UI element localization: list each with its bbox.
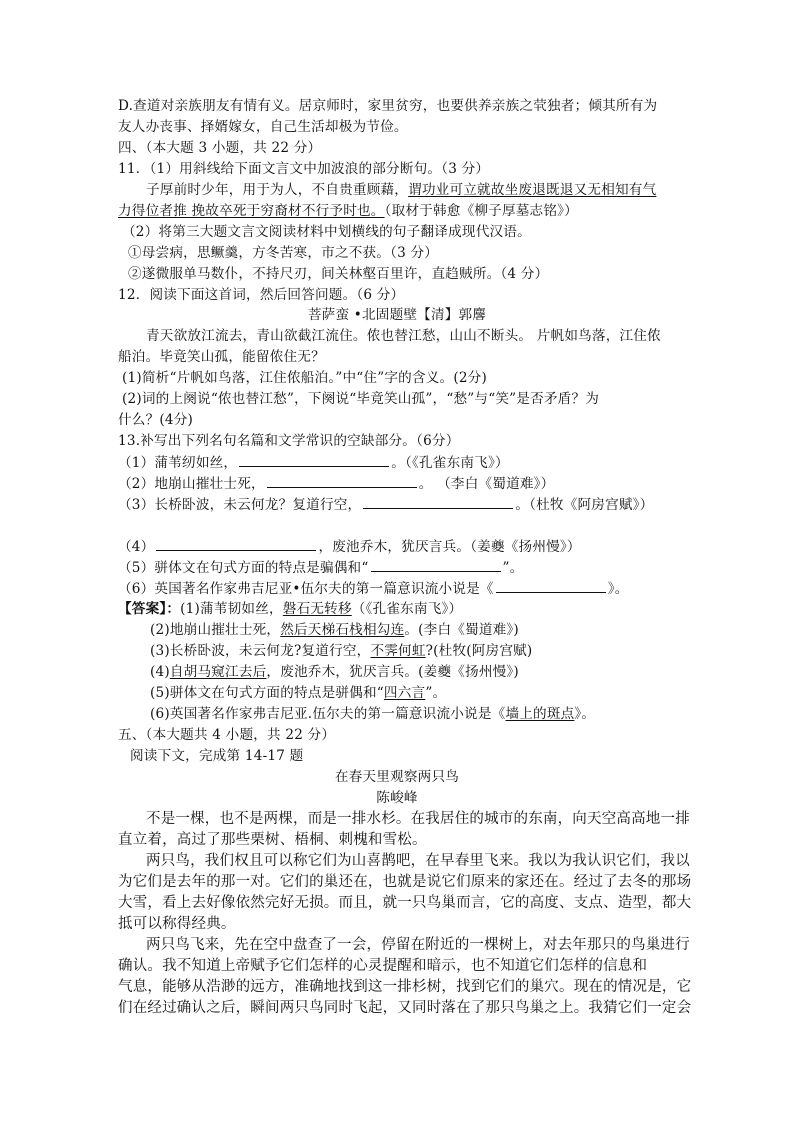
answer-line — [150, 704, 595, 724]
text-span: （《孔雀东南飞》） — [351, 601, 463, 617]
answer-text: 四六言 — [383, 685, 426, 701]
paragraph-line: 不是一棵，也不是两棵，而是一排水杉。在我居住的城市的东南，向天空高高地一排 — [146, 811, 690, 827]
paragraph-line: 确认。我不知道上帝赋予它们怎样的心灵提醒和暗示，也不知道它们怎样的信息和 — [118, 958, 648, 974]
paragraph-line: 气息，能够从浩渺的远方，准确地找到这一排杉树，找到它们的巢穴。现在的情况是，它 — [118, 979, 692, 995]
answer-text: 磐石无转移 — [282, 601, 352, 617]
source-note: （取材于韩愈《柳子厚墓志铭》） — [384, 203, 578, 219]
text-span: ，废池乔木，犹厌言兵。（姜夔《扬州慢》） — [318, 539, 581, 555]
question-11: 11．（1）用斜线给下面文言文中加波浪的部分断句。（3 分） — [118, 161, 490, 177]
text-span: (2)地崩山摧壮士死， — [150, 622, 281, 638]
answer-text: 然后天梯石栈相勾连 — [280, 622, 405, 638]
article-author: 陈峻峰 — [376, 790, 418, 806]
text-span: （4） — [118, 539, 155, 555]
paragraph-line: 为它们是去年的那一对。它们的巢还在，也就是说它们原来的家还在。经过了去冬的那场 — [118, 874, 692, 890]
text-span: ，废池乔木，犹厌言兵。(姜夔《扬州慢》) — [266, 664, 519, 680]
article-title: 在春天里观察两只鸟 — [334, 769, 460, 785]
paragraph-line: 抵可以称得经典。 — [118, 916, 236, 932]
text-span: 。(李白《蜀道难》) — [404, 622, 519, 638]
text-line: ②遂微服单马数仆，不持尺刃，间关林壑百里许，直趋贼所。（4 分） — [128, 266, 549, 282]
poem-title: 菩萨蛮 •北固题壁【清】郭麐 — [307, 307, 487, 323]
section-heading: 四、（本大题 3 小题，共 22 分） — [118, 140, 322, 156]
text-span: （2）地崩山摧壮士死， — [118, 476, 265, 492]
answer-text: 墙上的斑点 — [505, 706, 575, 722]
fill-blank-line — [118, 536, 581, 557]
fill-blank-line — [118, 557, 523, 578]
answer-blank — [496, 578, 606, 593]
fill-blank-line — [118, 494, 653, 515]
wavy-underlined-text: 谓功业可立就故坐废退既退又无相知有气 — [408, 182, 657, 198]
text-line: D.查道对亲族朋友有情有义。居京师时，家里贫穷，也要供养亲族之茕独者；倾其所有为 — [118, 98, 658, 114]
answer-line — [150, 641, 532, 661]
fill-blank-line — [118, 578, 629, 599]
text-span: 》。 — [607, 581, 629, 597]
text-span: 。（杜牧《阿房宫赋》） — [515, 497, 654, 513]
question-12: 12．阅读下面这首词，然后回答问题。（6 分） — [118, 287, 405, 303]
text-line: 什么？(4分) — [118, 412, 194, 428]
answer-blank — [267, 473, 417, 488]
text-span: （3）长桥卧波，未云何龙？复道行空， — [118, 497, 362, 513]
text-span: （6）英国著名作家弗吉尼亚•伍尔夫的第一篇意识流小说是《 — [118, 581, 494, 597]
text-span: (5)骈体文在句式方面的特点是骈偶和“ — [150, 685, 384, 701]
paragraph-line: 两只鸟飞来，先在空中盘查了一会，停留在附近的一棵树上，对去年那只的鸟巢进行 — [146, 937, 690, 953]
text-line — [146, 180, 656, 200]
text-span: (4) — [150, 664, 170, 680]
paragraph-line: 们在经过确认之后，瞬间两只鸟同时飞起，又同时落在了那只鸟巢之上。我猜它们一定会 — [118, 1000, 692, 1016]
text-span: （1）蒲苇纫如丝， — [118, 455, 238, 471]
answer-blank — [239, 452, 389, 467]
paragraph-line: 大雪，看上去好像依然完好无损。而且，就一只鸟巢而言，它的高度、支点、造型，都大 — [118, 895, 692, 911]
question-12-2: (2)词的上阕说“侬也替江愁”，下阕说“毕竟笑山孤”，“愁”与“笑”是否矛盾？为 — [122, 391, 600, 407]
answer-blank — [156, 536, 316, 551]
poem-line: 青天欲放江流去，青山欲截江流住。侬也替江愁，山山不断头。 片帆如鸟落，江住侬 — [146, 328, 661, 344]
answer-text: 不霁何虹 — [370, 643, 426, 659]
text-span: ”。 — [425, 685, 447, 701]
fill-blank-line — [118, 452, 509, 473]
question-12-1: (1)简析“片帆如鸟落，江住侬船泊。”中“住”字的含义。(2分) — [122, 370, 487, 386]
section-heading: 五、（本大题共 4 小题，共 22 分） — [118, 727, 336, 743]
text-span: (3)长桥卧波，未云何龙?复道行空， — [150, 643, 371, 659]
answer-label: 【答案】： — [118, 601, 181, 617]
text-span: (1)蒲苇韧如丝， — [180, 601, 283, 617]
text-span: 子厚前时少年，用于为人，不自贵重顾藉， — [146, 182, 409, 198]
answer-line — [150, 662, 519, 682]
question-13: 13.补写出下列名句名篇和文学常识的空缺部分。（6分） — [118, 433, 460, 449]
text-span: ?(杜牧(阿房宫赋) — [425, 643, 533, 659]
text-line: ①母尝病，思鳜羹，方冬苦寒，市之不获。（3 分） — [128, 245, 439, 261]
text-span: 。（《孔雀东南飞》） — [391, 455, 509, 471]
fill-blank-line — [118, 473, 554, 494]
instruction-text: 阅读下文，完成第 14-17 题 — [130, 748, 304, 764]
answer-line — [118, 599, 462, 619]
poem-line: 船泊。毕竟笑山孤，能留侬住无？ — [118, 349, 325, 365]
text-span: (6)英国著名作家弗吉尼亚.伍尔夫的第一篇意识流小说是《 — [150, 706, 506, 722]
answer-line — [150, 620, 519, 640]
text-span: 。 （李白《蜀道难》） — [418, 476, 555, 492]
answer-line — [150, 683, 446, 703]
answer-blank — [371, 557, 501, 572]
text-span: （5）骈体文在句式方面的特点是骗偶和“ — [118, 560, 369, 576]
wavy-underlined-text: 力得位者推 挽故卒死于穷裔材不行予时也。 — [118, 203, 385, 219]
answer-text: 自胡马窥江去后 — [169, 664, 267, 680]
question-11-2: （2）将第三大题文言文阅读材料中划横线的句子翻译成现代汉语。 — [122, 224, 531, 240]
text-span: ”。 — [502, 560, 524, 576]
paragraph-line: 直立着，高过了那些栗树、梧桐、刺槐和雪松。 — [118, 832, 427, 848]
text-line: 友人办丧事、择婿嫁女，自己生活却极为节俭。 — [118, 119, 408, 135]
text-line — [118, 201, 578, 221]
answer-blank — [363, 494, 513, 509]
paragraph-line: 两只鸟，我们权且可以称它们为山喜鹊吧，在早春里飞来。我以为我认识它们，我以 — [146, 853, 690, 869]
text-span: 》。 — [574, 706, 596, 722]
